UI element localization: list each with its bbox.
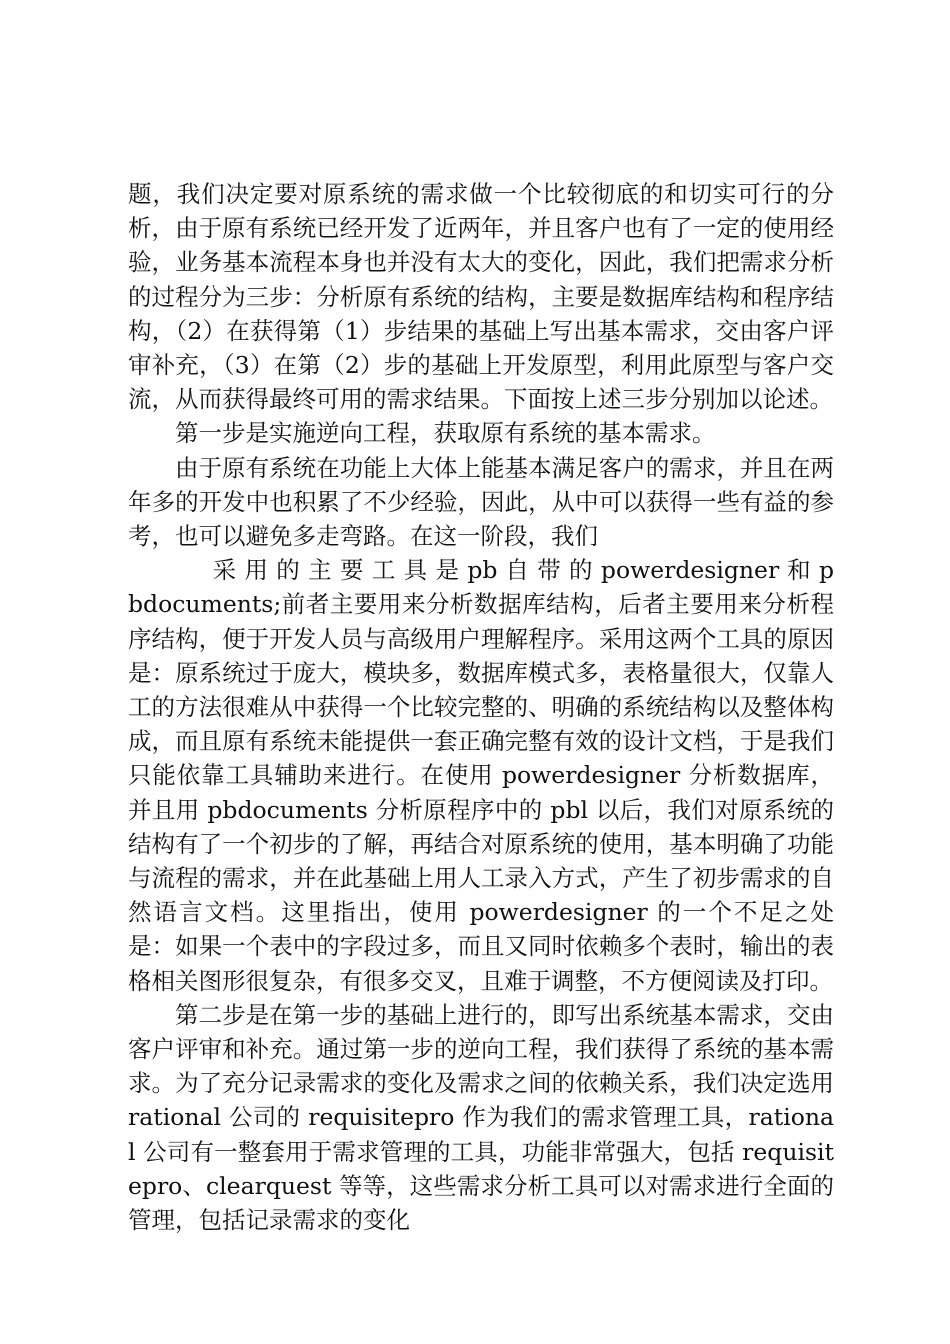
paragraph-step-two: 第二步是在第一步的基础上进行的，即写出系统基本需求，交由客户评审和补充。通过第一步的逆向工程，我们获得了系统的基本需求。为了充分记录需求的变化及需求之间的依赖关系，我们决定选用 rational 公司的 requisitepro 作为我们的需求管理工具，rational 公司有一整套用于需求管理的工具，功能非常强大，包括 requisitepro、clearquest 等等，这些需求分析工具可以对需求进行全面的管理，包括记录需求的变化 — [128, 1000, 834, 1235]
paragraph-step-one-heading: 第一步是实施逆向工程，获取原有系统的基本需求。 — [175, 419, 716, 448]
paragraph-existing-system: 由于原有系统在功能上大体上能基本满足客户的需求，并且在两年多的开发中也积累了不少经验，因此，从中可以获得一些有益的参考，也可以避免多走弯路。在这一阶段，我们 — [128, 453, 834, 551]
paragraph-tools: 采 用 的 主 要 工 具 是 pb 自 带 的 powerdesigner 和 pbdocuments;前者主要用来分析数据库结构，后者主要用来分析程序结构，便于开发人员与高级用户理解程序。采用这两个工具的原因是：原系统过于庞大，模块多，数据库模式多，表格量很大，仅靠人工的方法很难从中获得一个比较完整的、明确的系统结构以及整体构成，而且原有系统未能提供一套正确完整有效的设计文档，于是我们只能依靠工具辅助来进行。在使用 powerdesigner 分析数据库，并且用 pbdocuments 分析原程序中的 pbl 以后，我们对原系统的结构有了一个初步的了解，再结合对原系统的使用，基本明确了功能与流程的需求，并在此基础上用人工录入方式，产生了初步需求的自然语言文档。这里指出，使用 powerdesigner 的一个不足之处是：如果一个表中的字段过多，而且又同时依赖多个表时，输出的表格相关图形很复杂，有很多交叉，且难于调整，不方便阅读及打印。 — [128, 556, 834, 995]
paragraph-continuation: 题，我们决定要对原系统的需求做一个比较彻底的和切实可行的分析，由于原有系统已经开发了近两年，并且客户也有了一定的使用经验，业务基本流程本身也并没有太大的变化，因此，我们把需求分析的过程分为三步：分析原有系统的结构，主要是数据库结构和程序结构，（2）在获得第（1）步结果的基础上写出基本需求，交由客户评审补充，（3）在第（2）步的基础上开发原型，利用此原型与客户交流，从而获得最终可用的需求结果。下面按上述三步分别加以论述。 — [128, 180, 834, 414]
document-body — [128, 177, 834, 1237]
